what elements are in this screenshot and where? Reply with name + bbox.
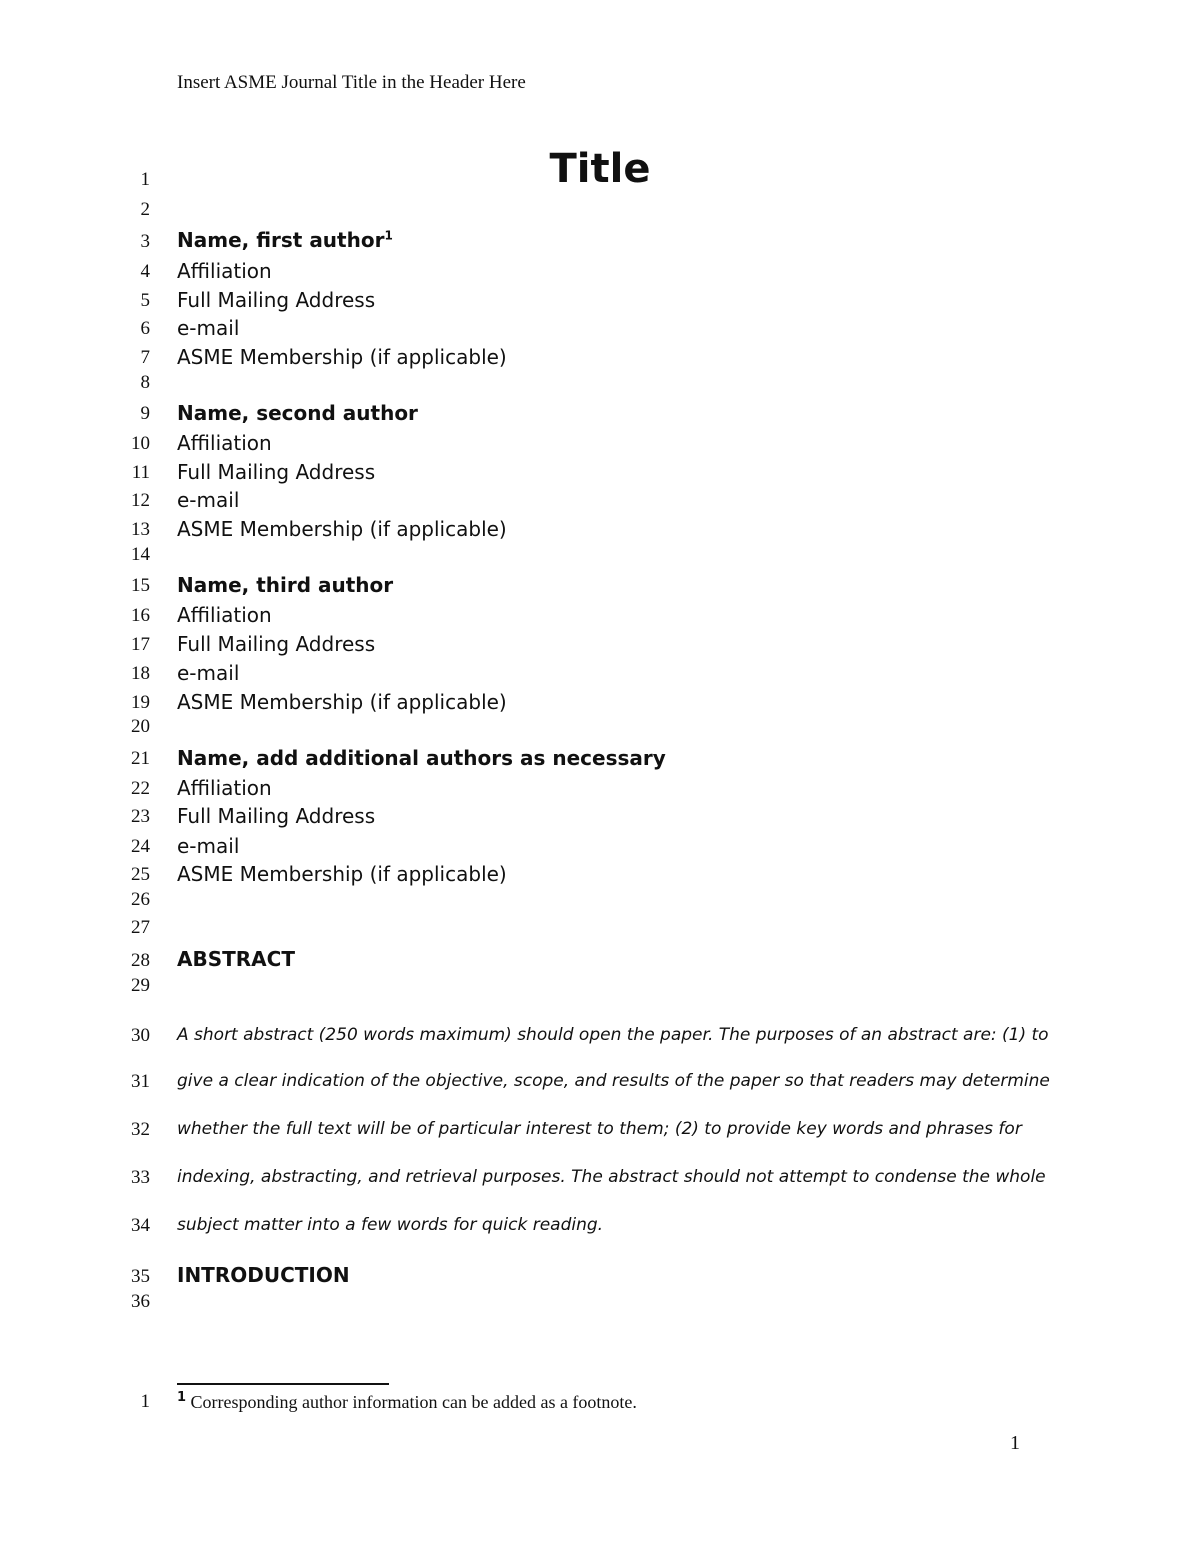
line-number: 1 xyxy=(140,169,150,190)
footnote-mark: 1 xyxy=(384,228,393,243)
line-number: 18 xyxy=(131,663,150,684)
line-number: 13 xyxy=(131,519,150,540)
footnote xyxy=(177,1390,637,1413)
line-number: 15 xyxy=(131,575,150,596)
footnote-line-number: 1 xyxy=(140,1391,150,1412)
line-number: 26 xyxy=(131,889,150,910)
author-name: Name, third author xyxy=(177,573,394,597)
author-address: Full Mailing Address xyxy=(177,288,376,312)
line-number: 25 xyxy=(131,864,150,885)
author-address: Full Mailing Address xyxy=(177,632,376,656)
abstract-line: subject matter into a few words for quick reading. xyxy=(177,1215,604,1235)
line-number: 24 xyxy=(131,836,150,857)
line-number: 21 xyxy=(131,748,150,769)
running-header: Insert ASME Journal Title in the Header Here xyxy=(177,72,526,93)
author-membership: ASME Membership (if applicable) xyxy=(177,517,507,541)
footnote-separator xyxy=(177,1383,389,1385)
author-affiliation: Affiliation xyxy=(177,431,272,455)
abstract-line: A short abstract (250 words maximum) should open the paper. The purposes of an abstract are: (1) to xyxy=(177,1025,1049,1045)
author-email: e-mail xyxy=(177,661,240,685)
abstract-line: give a clear indication of the objective, scope, and results of the paper so that readers may determine xyxy=(177,1071,1050,1091)
line-number: 4 xyxy=(140,261,150,282)
footnote-text: Corresponding author information can be added as a footnote. xyxy=(190,1392,637,1412)
line-number: 35 xyxy=(131,1266,150,1287)
line-number: 33 xyxy=(131,1167,150,1188)
abstract-line: indexing, abstracting, and retrieval purposes. The abstract should not attempt to condense the whole xyxy=(177,1167,1046,1187)
line-number: 8 xyxy=(140,372,150,393)
author-address: Full Mailing Address xyxy=(177,804,376,828)
author-name: Name, second author xyxy=(177,401,418,425)
line-number: 6 xyxy=(140,318,150,339)
author-affiliation: Affiliation xyxy=(177,603,272,627)
line-number: 14 xyxy=(131,544,150,565)
line-number: 32 xyxy=(131,1119,150,1140)
line-number: 2 xyxy=(140,199,150,220)
line-number: 27 xyxy=(131,917,150,938)
line-number: 16 xyxy=(131,605,150,626)
author-email: e-mail xyxy=(177,488,240,512)
line-number: 30 xyxy=(131,1025,150,1046)
line-number: 17 xyxy=(131,634,150,655)
author-email: e-mail xyxy=(177,316,240,340)
line-number: 19 xyxy=(131,692,150,713)
line-number: 11 xyxy=(131,462,150,483)
author-affiliation: Affiliation xyxy=(177,259,272,283)
author-email: e-mail xyxy=(177,834,240,858)
line-number: 10 xyxy=(131,433,150,454)
line-number: 36 xyxy=(131,1291,150,1312)
page-number: 1 xyxy=(1010,1432,1020,1454)
author-membership: ASME Membership (if applicable) xyxy=(177,690,507,714)
footnote-mark: 1 xyxy=(177,1390,187,1405)
line-number: 23 xyxy=(131,806,150,827)
line-number: 22 xyxy=(131,778,150,799)
line-number: 34 xyxy=(131,1215,150,1236)
line-number: 28 xyxy=(131,950,150,971)
author-membership: ASME Membership (if applicable) xyxy=(177,862,507,886)
author-membership: ASME Membership (if applicable) xyxy=(177,345,507,369)
line-number: 3 xyxy=(140,231,150,252)
author-affiliation: Affiliation xyxy=(177,776,272,800)
introduction-heading: INTRODUCTION xyxy=(177,1263,350,1287)
abstract-line: whether the full text will be of particular interest to them; (2) to provide key words and phrases for xyxy=(177,1119,1022,1139)
author-address: Full Mailing Address xyxy=(177,460,376,484)
line-number: 5 xyxy=(140,290,150,311)
author-name: Name, add additional authors as necessary xyxy=(177,746,666,770)
abstract-heading: ABSTRACT xyxy=(177,947,295,971)
line-number: 12 xyxy=(131,490,150,511)
line-number: 7 xyxy=(140,347,150,368)
line-number: 9 xyxy=(140,403,150,424)
line-number: 31 xyxy=(131,1071,150,1092)
line-number: 20 xyxy=(131,716,150,737)
line-number: 29 xyxy=(131,975,150,996)
paper-title: Title xyxy=(549,146,651,192)
author-name: Name, first author$^1$ xyxy=(177,228,393,252)
